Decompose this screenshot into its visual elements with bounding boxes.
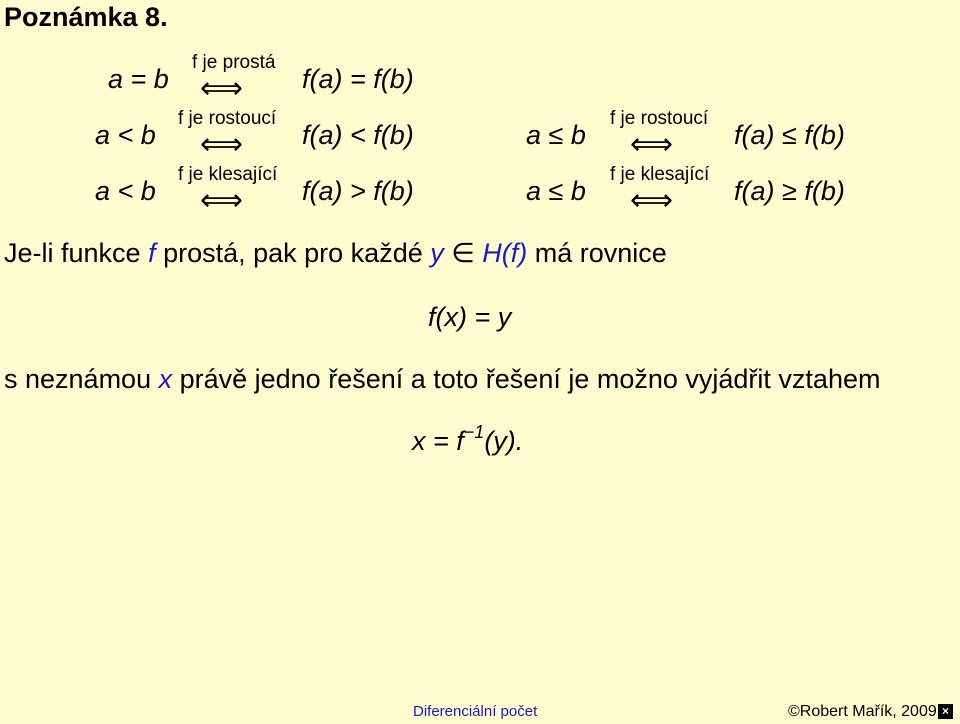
iff-arrow-icon: ⟺	[200, 72, 244, 105]
equation-fx-equals-y: f(x) = y	[428, 302, 512, 332]
row-5-lhs: a ≤ b	[526, 176, 586, 206]
row-3-condition: f je klesající	[178, 164, 278, 185]
row-4-lhs: a ≤ b	[526, 120, 586, 150]
iff-arrow-icon: ⟺	[200, 184, 244, 217]
row-3-rhs: f(a) > f(b)	[302, 176, 414, 206]
footer-section-link[interactable]: Diferenciální počet	[413, 703, 538, 720]
row-2-rhs: f(a) < f(b)	[302, 120, 414, 150]
equation-inverse: $x = f^{-1}(y)$.	[412, 422, 524, 456]
row-1-rhs: f(a) = f(b)	[302, 64, 414, 94]
row-2-lhs: a < b	[95, 120, 156, 150]
paragraph-injective: Je-li funkce f prostá, pak pro každé y ∈ H(f) má rovnice	[4, 238, 667, 268]
iff-arrow-icon: ⟺	[630, 128, 674, 161]
iff-arrow-icon: ⟺	[200, 128, 244, 161]
row-2-condition: f je rostoucí	[178, 108, 277, 129]
row-1-condition: f je prostá	[192, 52, 276, 73]
row-4-rhs: f(a) ≤ f(b)	[734, 120, 845, 150]
paragraph-unique-solution: s neznámou x právě jedno řešení a toto řešení je možno vyjádřit vztahem	[4, 364, 881, 394]
row-3-lhs: a < b	[95, 176, 156, 206]
iff-arrow-icon: ⟺	[630, 184, 674, 217]
row-4-condition: f je rostoucí	[610, 108, 709, 129]
page-title: Poznámka 8.	[4, 2, 168, 32]
close-icon[interactable]: ×	[938, 704, 953, 719]
row-1-lhs: a = b	[108, 64, 169, 94]
footer-copyright: ©Robert Mařík, 2009	[788, 703, 937, 720]
row-5-condition: f je klesající	[610, 164, 710, 185]
row-5-rhs: f(a) ≥ f(b)	[734, 176, 845, 206]
